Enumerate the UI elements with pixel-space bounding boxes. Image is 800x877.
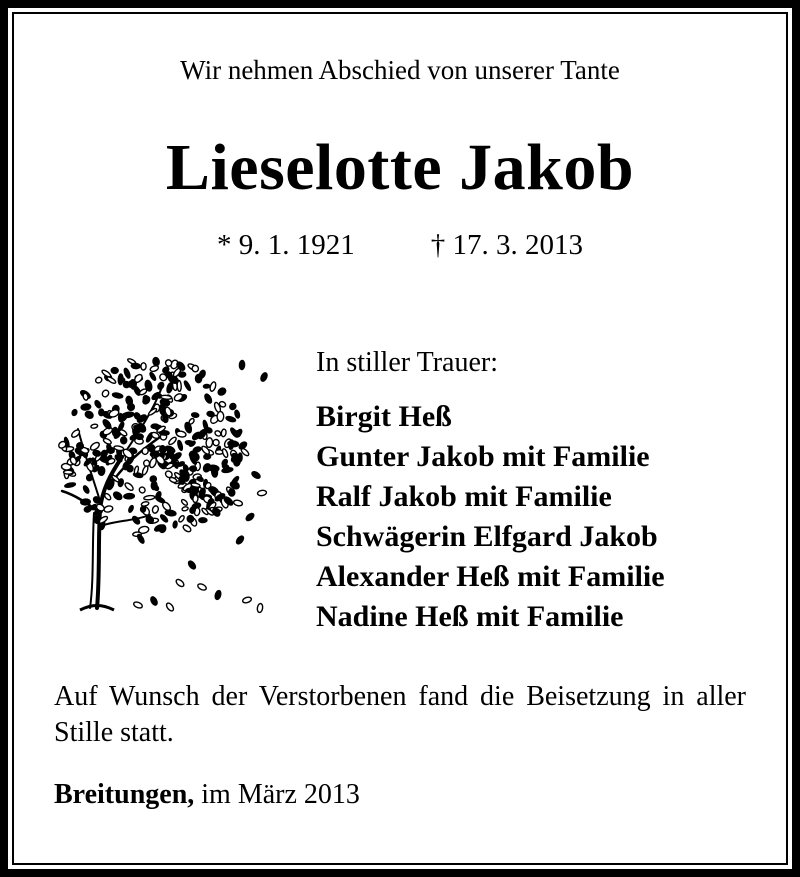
death-date: † 17. 3. 2013: [430, 229, 583, 261]
mourner-name: Schwägerin Elfgard Jakob: [316, 520, 658, 553]
place-and-date: [54, 777, 360, 813]
mourner-name: Gunter Jakob mit Familie: [316, 440, 650, 473]
mourners-list: [316, 397, 665, 637]
mourner-name: Alexander Heß mit Familie: [316, 560, 665, 593]
mourning-label: In stiller Trauer:: [316, 347, 498, 378]
place-name: Breitungen,: [54, 779, 195, 810]
burial-note: Auf Wunsch der Verstorbenen fand die Beisetzung in aller Stille statt.: [54, 681, 746, 748]
issue-date: im März 2013: [201, 779, 360, 810]
mourner-name: Nadine Heß mit Familie: [316, 600, 624, 633]
mourner-name: Birgit Heß: [316, 400, 452, 433]
birth-date: * 9. 1. 1921: [217, 229, 355, 261]
intro-line: Wir nehmen Abschied von unserer Tante: [180, 55, 620, 85]
life-dates: [0, 226, 800, 264]
mourner-name: Ralf Jakob mit Familie: [316, 480, 612, 513]
tree-with-falling-leaves-icon: [42, 325, 274, 620]
deceased-name: Lieselotte Jakob: [165, 131, 635, 204]
